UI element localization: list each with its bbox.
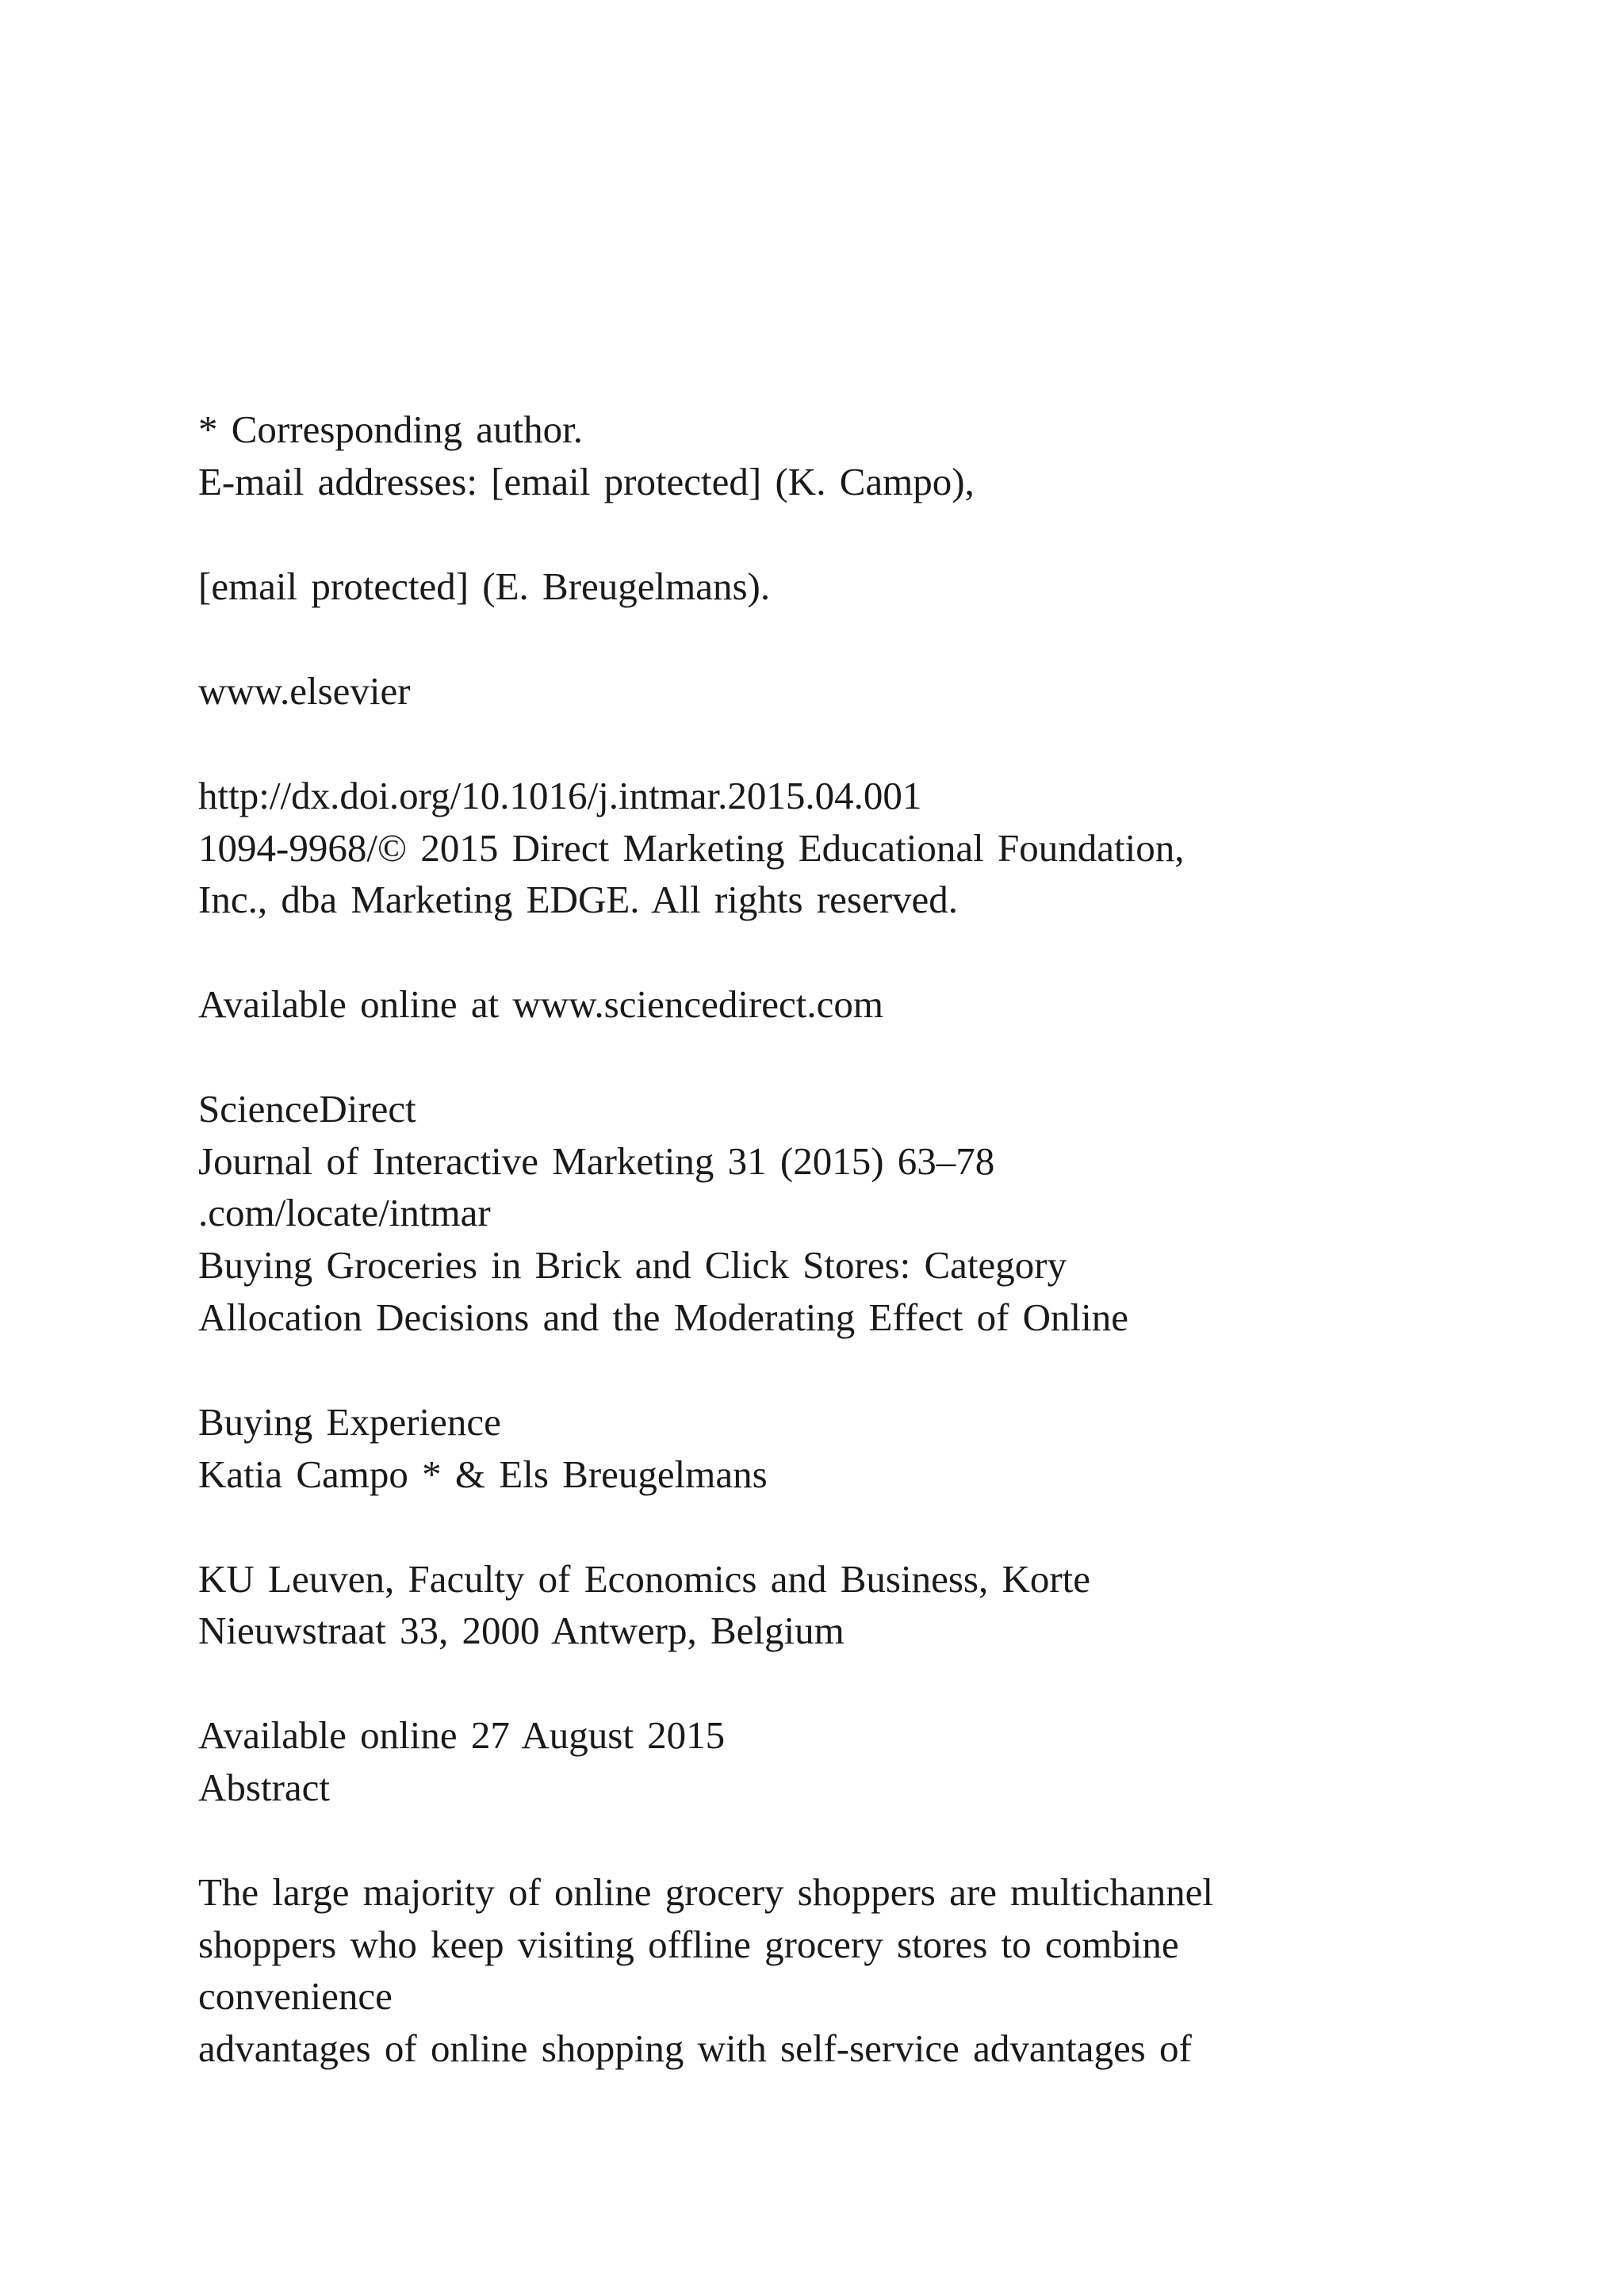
affiliation-line-1: KU Leuven, Faculty of Economics and Business, Korte xyxy=(198,1557,1091,1601)
corresponding-author-note: * Corresponding author. xyxy=(198,408,583,451)
abstract-line-3: convenience xyxy=(198,1974,393,2018)
email-addresses-line: E-mail addresses: [email protected] (K. Campo), xyxy=(198,460,975,503)
locate-url-fragment: .com/locate/intmar xyxy=(198,1191,491,1234)
authors: Katia Campo * & Els Breugelmans xyxy=(198,1452,768,1496)
abstract-heading: Abstract xyxy=(198,1766,330,1809)
article-title-line-3: Buying Experience xyxy=(198,1400,501,1444)
journal-citation: Journal of Interactive Marketing 31 (2015) 63–78 xyxy=(198,1139,995,1183)
abstract-line-2: shoppers who keep visiting offline grocery stores to combine xyxy=(198,1923,1179,1966)
copyright-line: 1094-9968/© 2015 Direct Marketing Educational Foundation, xyxy=(198,826,1185,870)
abstract-line-1: The large majority of online grocery shoppers are multichannel xyxy=(198,1870,1214,1914)
sciencedirect-label: ScienceDirect xyxy=(198,1087,416,1131)
abstract-line-4: advantages of online shopping with self-service advantages of xyxy=(198,2026,1192,2070)
article-title-line-1: Buying Groceries in Brick and Click Stores: Category xyxy=(198,1243,1067,1287)
doi-link: http://dx.doi.org/10.1016/j.intmar.2015.04.001 xyxy=(198,774,922,817)
available-online-link: Available online at www.sciencedirect.com xyxy=(198,982,883,1026)
article-title-line-2: Allocation Decisions and the Moderating Effect of Online xyxy=(198,1295,1129,1339)
email-addresses-line-2: [email protected] (E. Breugelmans). xyxy=(198,564,771,608)
available-online-date: Available online 27 August 2015 xyxy=(198,1713,726,1757)
affiliation-line-2: Nieuwstraat 33, 2000 Antwerp, Belgium xyxy=(198,1609,845,1652)
elsevier-url-fragment: www.elsevier xyxy=(198,669,411,713)
copyright-line-2: Inc., dba Marketing EDGE. All rights reserved. xyxy=(198,878,959,921)
